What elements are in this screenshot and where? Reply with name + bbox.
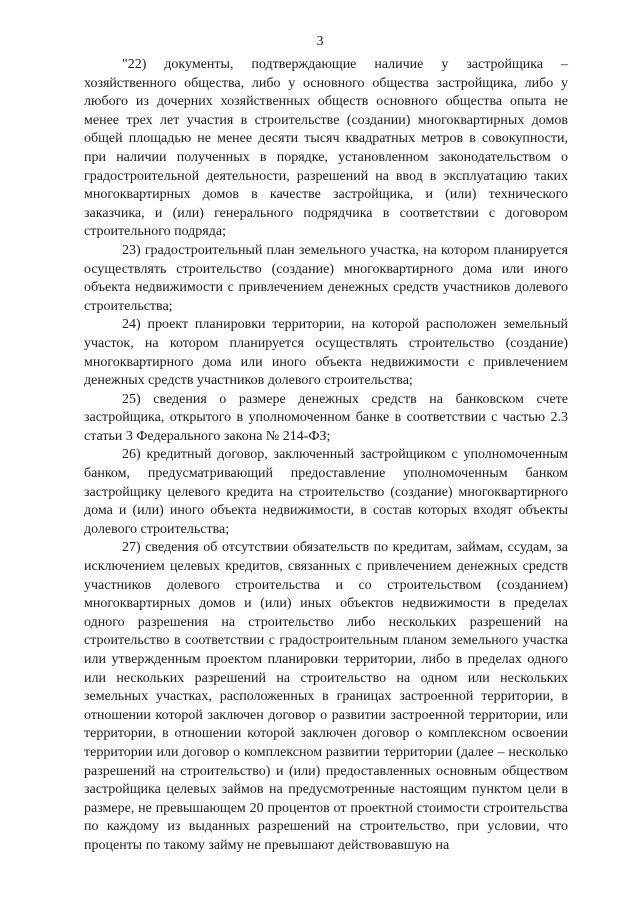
paragraph-item-27: 27) сведения об отсутствии обязательств по кредитам, займам, ссудам, за исключением целевых кредитов, связанных с привлечением денежных средств участников долевого строительства и со строительством (созданием) многоквартирных домов и (или) иных объектов недвижимости в пределах одного разрешения на строительство либо нескольких разрешений на строительство в соответствии с градостроительным планом земельного участка или утвержденным проектом планировки территории, либо в пределах одного или нескольких разрешений на строительство на одном или нескольких земельных участках, расположенных в границах застроенной территории, в отношении которой заключен договор о развитии застроенной территории, или территории, в отношении которой заключен договор о комплексном освоении территории или договор о комплексном развитии территории (далее – несколько разрешений на строительство) и (или) предоставленных основным обществом застройщика целевых займов на предусмотренные настоящим пунктом цели в размере, не превышающем 20 процентов от проектной стоимости строительства по каждому из выданных разрешений на строительство, при условии, что проценты по такому займу не превышают действовавшую на [84,540,568,853]
paragraph-item-26: 26) кредитный договор, заключенный застройщиком с уполномоченным банком, предусматривающий предоставление уполномоченным банком застройщику целевого кредита на строительство (создание) многоквартирного дома и (или) иного объекта недвижимости, в состав которых входят объекты долевого строительства; [84,447,568,537]
page-number: 3 [316,34,324,49]
paragraph-item-24: 24) проект планировки территории, на которой расположен земельный участок, на котором планируется осуществлять строительство (создание) многоквартирного дома или иного объекта недвижимости с привлечением денежных средств участников долевого строительства; [84,317,568,389]
document-body [84,56,568,856]
paragraph-item-22: "22) документы, подтверждающие наличие у застройщика – хозяйственного общества, либо у основного общества застройщика, либо у любого из дочерних хозяйственных обществ основного общества опыта не менее трех лет участия в строительстве (создании) многоквартирных домов общей площадью не менее десяти тысяч квадратных метров в совокупности, при наличии полученных в порядке, установленном законодательством о градостроительной деятельности, разрешений на ввод в эксплуатацию таких многоквартирных домов в качестве застройщика, и (или) технического заказчика, и (или) генерального подрядчика в соответствии с договором строительного подряда; [84,57,568,240]
paragraph-item-23: 23) градостроительный план земельного участка, на котором планируется осуществлять строительство (создание) многоквартирного дома или иного объекта недвижимости с привлечением денежных средств участников долевого строительства; [84,242,568,314]
paragraph-item-25: 25) сведения о размере денежных средств на банковском счете застройщика, открытого в уполномоченном банке в соответствии с частью 2.3 статьи 3 Федерального закона № 214-ФЗ; [84,391,568,444]
